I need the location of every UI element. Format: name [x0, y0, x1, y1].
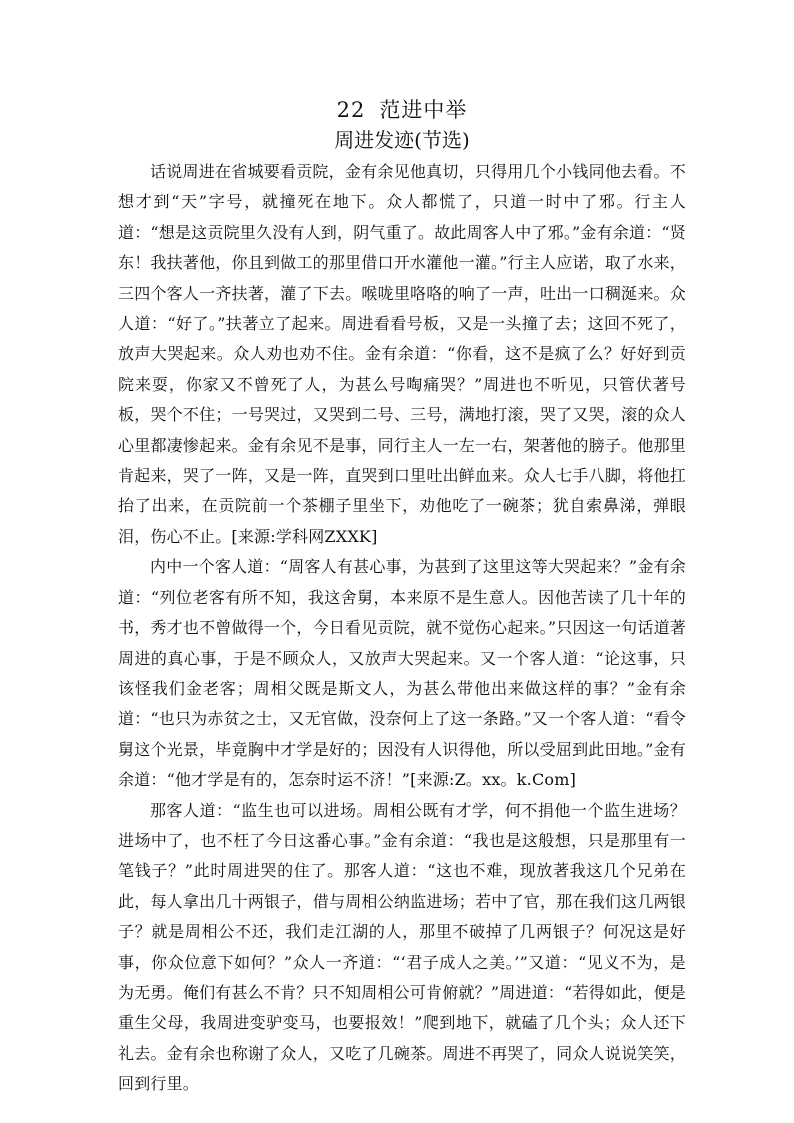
document-page — [118, 95, 686, 1100]
title-number: 22 — [336, 98, 366, 122]
paragraph-3: 那客人道：“监生也可以进场。周相公既有才学，何不捐他一个监生进场？进场中了，也不枉了今日这番心事。”金有余道：“我也是这般想，只是那里有一笔钱子？”此时周进哭的住了。那客人道：“这也不难，现放著我这几个兄弟在此，每人拿出几十两银子，借与周相公纳监进场；若中了官，那在我们这几两银子？就是周相公不还，我们走江湖的人，那里不破掉了几两银子？何况这是好事，你众位意下如何？”众人一齐道：“‘君子成人之美。’”又道：“见义不为，是为无勇。俺们有甚么不肯？只不知周相公可肯俯就？”周进道：“若得如此，便是重生父母，我周进变驴变马，也要报效！”爬到地下，就磕了几个头；众人还下礼去。金有余也称谢了众人，又吃了几碗茶。周进不再哭了，同众人说说笑笑，回到行里。 — [118, 800, 686, 1094]
paragraph-1: 话说周进在省城要看贡院，金有余见他真切，只得用几个小钱同他去看。不想才到“天”字号，就撞死在地下。众人都慌了，只道一时中了邪。行主人道：“想是这贡院里久没有人到，阴气重了。故此周客人中了邪。”金有余道：“贤东！我扶著他，你且到做工的那里借口开水灌他一灌。”行主人应诺，取了水来，三四个客人一齐扶著，灌了下去。喉咙里咯咯的响了一声，吐出一口稠涎来。众人道：“好了。”扶著立了起来。周进看看号板，又是一头撞了去；这回不死了，放声大哭起来。众人劝也劝不住。金有余道：“你看，这不是疯了么？好好到贡院来耍，你家又不曾死了人，为甚么号啕痛哭？”周进也不听见，只管伏著号板，哭个不住；一号哭过，又哭到二号、三号，满地打滚，哭了又哭，滚的众人心里都凄惨起来。金有余见不是事，同行主人一左一右，架著他的膀子。他那里肯起来，哭了一阵，又是一阵，直哭到口里吐出鲜血来。众人七手八脚，将他扛抬了出来，在贡院前一个茶棚子里坐下，劝他吃了一碗茶；犹自索鼻涕，弹眼泪，伤心不止。[来源:学科网ZXXK] — [118, 162, 686, 546]
page-title — [118, 95, 686, 125]
paragraph-2: 内中一个客人道：“周客人有甚心事，为甚到了这里这等大哭起来？”金有余道：“列位老客有所不知，我这舍舅，本来原不是生意人。因他苦读了几十年的书，秀才也不曾做得一个，今日看见贡院，就不觉伤心起来。”只因这一句话道著周进的真心事，于是不顾众人，又放声大哭起来。又一个客人道：“论这事，只该怪我们金老客；周相父既是斯文人，为甚么带他出来做这样的事？”金有余道：“也只为赤贫之士，又无官做，没奈何上了这一条路。”又一个客人道：“看令舅这个光景，毕竟胸中才学是好的；因没有人识得他，所以受屈到此田地。”金有余道：“他才学是有的，怎奈时运不济！”[来源:Z。xx。k.Com] — [118, 557, 686, 790]
page-subtitle: 周进发迹(节选) — [334, 128, 470, 152]
title-text: 范进中举 — [379, 98, 468, 122]
